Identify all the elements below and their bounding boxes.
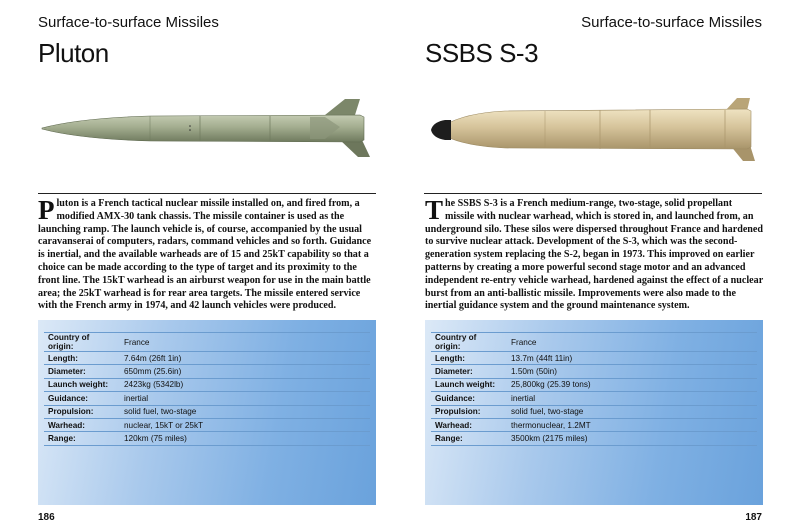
- spec-row: [44, 378, 370, 391]
- ssbs-s3-missile-illustration: [425, 95, 760, 165]
- spec-row: [431, 378, 757, 391]
- spec-value: 7.64m (26ft 1in): [120, 352, 370, 365]
- spec-label: Launch weight:: [44, 378, 120, 391]
- specifications-panel: [425, 320, 763, 505]
- spec-value: 120km (75 miles): [120, 432, 370, 445]
- spec-label: Guidance:: [44, 392, 120, 405]
- spec-row: [431, 365, 757, 378]
- spec-value: 3500km (2175 miles): [507, 432, 757, 445]
- spec-value: inertial: [120, 392, 370, 405]
- spec-label: Warhead:: [431, 418, 507, 431]
- description-text: [425, 195, 764, 313]
- spec-label: Propulsion:: [44, 405, 120, 418]
- spec-table: [44, 332, 370, 446]
- spec-value: thermonuclear, 1.2MT: [507, 418, 757, 431]
- pluton-missile-illustration: [40, 95, 375, 160]
- spec-row: [431, 418, 757, 431]
- spec-row: [44, 333, 370, 352]
- description-body: luton is a French tactical nuclear missile installed on, and fired from, a modified AMX-30 tank chassis. The missile container is used as the launching ramp. The launch vehicle is, of course, accompanied by the usual caravanserai of computers, radars, command vehicles and so forth. Guidance is inertial, and the available warheads are of 15 and 25kT capability so that a choice can be made according to the type of target and its proximity to the front line. The 15kT warhead is an airburst weapon for use in the main battle area; the 25kT warhead is for rear area targets. The missile entered service with the French army in 1974, and 42 launch vehicles were produced.: [38, 198, 372, 312]
- spec-row: [44, 365, 370, 378]
- divider-rule: [424, 193, 762, 194]
- spec-label: Diameter:: [431, 365, 507, 378]
- spec-label: Country of origin:: [431, 333, 507, 352]
- spec-row: [44, 432, 370, 445]
- spec-value: inertial: [507, 392, 757, 405]
- drop-cap: P: [38, 195, 55, 225]
- spec-table: [431, 332, 757, 446]
- spec-label: Range:: [431, 432, 507, 445]
- spec-label: Length:: [44, 352, 120, 365]
- spec-value: France: [507, 333, 757, 352]
- spec-row: [431, 392, 757, 405]
- page-title: SSBS S-3: [425, 38, 539, 68]
- spec-value: France: [120, 333, 370, 352]
- spec-label: Warhead:: [44, 418, 120, 431]
- spec-value: 650mm (25.6in): [120, 365, 370, 378]
- spec-label: Range:: [44, 432, 120, 445]
- spec-row: [44, 405, 370, 418]
- spec-value: solid fuel, two-stage: [507, 405, 757, 418]
- page-title: Pluton: [38, 38, 109, 68]
- spec-label: Propulsion:: [431, 405, 507, 418]
- spec-row: [431, 333, 757, 352]
- spec-row: [431, 352, 757, 365]
- spec-value: 13.7m (44ft 11in): [507, 352, 757, 365]
- spec-label: Diameter:: [44, 365, 120, 378]
- section-header: Surface-to-surface Missiles: [581, 14, 762, 31]
- spec-row: [44, 418, 370, 431]
- spec-label: Launch weight:: [431, 378, 507, 391]
- spec-row: [431, 405, 757, 418]
- page-number: 186: [38, 512, 55, 523]
- description-body: he SSBS S-3 is a French medium-range, two-stage, solid propellant missile with nuclear warhead, which is stored in, and launched from, an underground silo. These silos were dispersed throughout France and hardened to survive nuclear attack. Development of the S-3, which was the second-generation system replacing the S-2, began in 1973. This improved on earlier patterns by creating a more powerful second stage motor and an advanced independent re-entry vehicle warhead, hardened against the effect of a nuclear burst from an anti-ballistic missile. Improvements were also made to the inertial guidance system and the ground maintenance system.: [425, 198, 764, 312]
- spec-label: Length:: [431, 352, 507, 365]
- section-header: Surface-to-surface Missiles: [38, 14, 219, 31]
- spec-value: solid fuel, two-stage: [120, 405, 370, 418]
- spec-row: [44, 352, 370, 365]
- spec-row: [431, 432, 757, 445]
- spec-row: [44, 392, 370, 405]
- spec-label: Guidance:: [431, 392, 507, 405]
- description-text: [38, 195, 376, 313]
- spec-value: 1.50m (50in): [507, 365, 757, 378]
- divider-rule: [38, 193, 376, 194]
- spec-label: Country of origin:: [44, 333, 120, 352]
- spec-value: 25,800kg (25.39 tons): [507, 378, 757, 391]
- spec-value: nuclear, 15kT or 25kT: [120, 418, 370, 431]
- drop-cap: T: [425, 195, 444, 225]
- spec-value: 2423kg (5342lb): [120, 378, 370, 391]
- specifications-panel: [38, 320, 376, 505]
- page-number: 187: [745, 512, 762, 523]
- right-page: [400, 0, 800, 530]
